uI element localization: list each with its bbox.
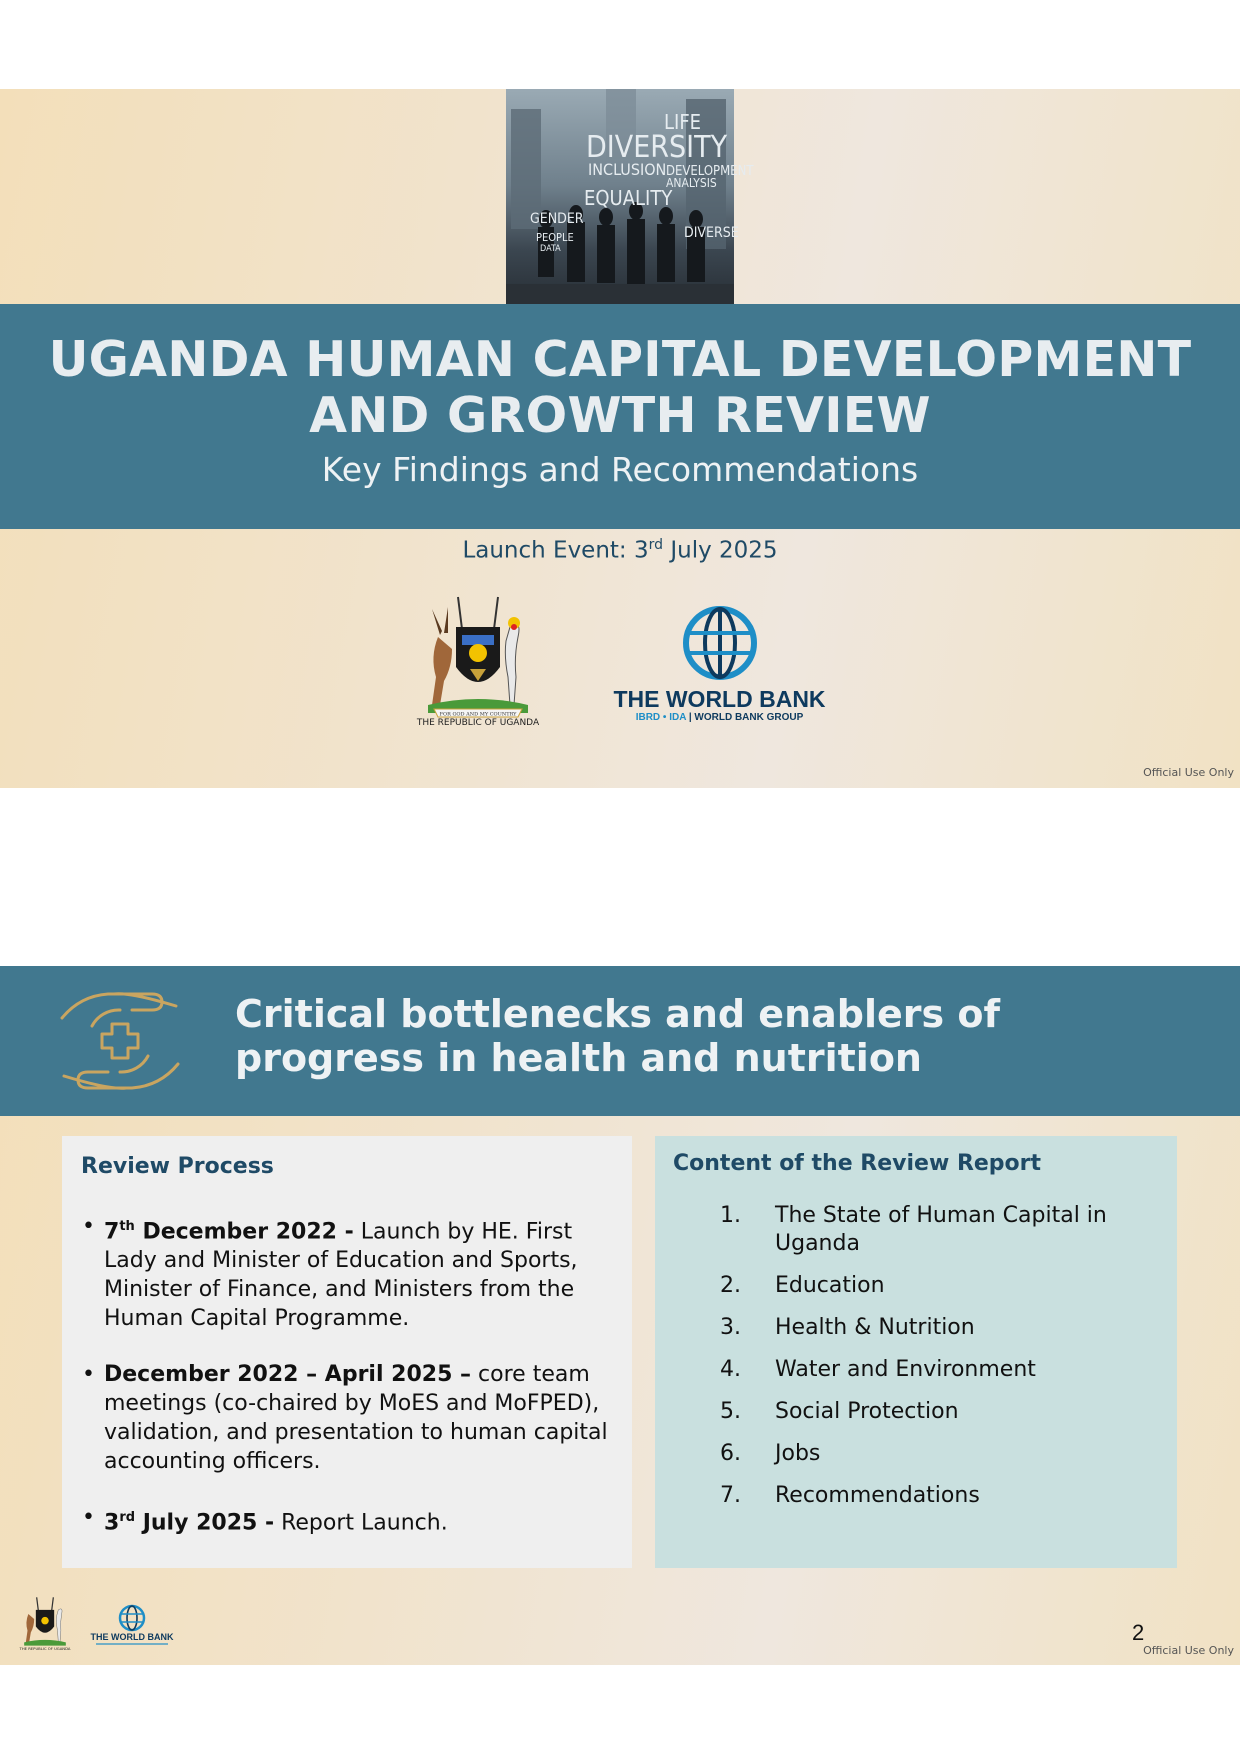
report-content-heading: Content of the Review Report xyxy=(673,1151,1042,1176)
report-title-line1: UGANDA HUMAN CAPITAL DEVELOPMENT xyxy=(48,331,1192,388)
footer-world-bank-wordmark: THE WORLD BANK xyxy=(90,1632,174,1642)
report-content-list xyxy=(720,1202,1150,1524)
list-item: 4. Water and Environment xyxy=(720,1357,1036,1382)
list-item: 1. The State of Human Capital in Uganda xyxy=(720,1203,1107,1256)
coat-caption: THE REPUBLIC OF UGANDA xyxy=(416,718,540,728)
photo-word: ANALYSIS xyxy=(666,176,717,190)
coat-motto: FOR GOD AND MY COUNTRY xyxy=(439,711,517,718)
report-subtitle: Key Findings and Recommendations xyxy=(321,450,919,489)
list-item: • 3rd July 2025 - Report Launch. xyxy=(82,1503,617,1537)
list-item: • 7th December 2022 - Launch by HE. First Lady and Minister of Education and Sports, Minister of Finance, and Ministers from the Human Capital Programme. xyxy=(82,1212,617,1333)
footer-coat-of-arms-logo xyxy=(20,1596,70,1652)
world-bank-wordmark: THE WORLD BANK xyxy=(613,686,826,712)
photo-word: GENDER xyxy=(530,211,584,227)
photo-word: DATA xyxy=(540,244,561,254)
official-use-label: Official Use Only xyxy=(1143,1644,1234,1657)
list-item: 5. Social Protection xyxy=(720,1399,959,1424)
review-process-list xyxy=(82,1212,617,1565)
photo-word: DIVERSITY xyxy=(586,130,728,165)
uganda-coat-of-arms-logo xyxy=(418,597,538,725)
title-slide xyxy=(0,89,1240,788)
report-title-line2: AND GROWTH REVIEW xyxy=(309,387,931,444)
title-band xyxy=(0,304,1240,529)
content-slide xyxy=(0,966,1240,1665)
footer-coat-caption: THE REPUBLIC OF UGANDA xyxy=(19,1646,71,1651)
photo-word: LIFE xyxy=(664,110,702,134)
photo-word: INCLUSION xyxy=(588,160,667,179)
health-care-hands-icon xyxy=(60,988,180,1094)
photo-word: PEOPLE xyxy=(536,231,574,244)
official-use-label: Official Use Only xyxy=(1143,766,1234,779)
photo-word: DIVERSE xyxy=(684,225,739,241)
review-process-panel xyxy=(62,1136,632,1568)
footer-world-bank-logo xyxy=(90,1604,174,1648)
launch-event-date: Launch Event: 3rd July 2025 xyxy=(462,537,778,564)
hero-photo xyxy=(506,89,754,304)
list-item: 2. Education xyxy=(720,1273,885,1298)
list-item: 7. Recommendations xyxy=(720,1483,980,1508)
list-item: 3. Health & Nutrition xyxy=(720,1315,975,1340)
slide-title: Critical bottlenecks and enablers of progress in health and nutrition xyxy=(235,992,1000,1080)
page-number: 2 xyxy=(1132,1620,1145,1645)
list-item: • December 2022 – April 2025 – core team meetings (co-chaired by MoES and MoFPED), validation, and presentation to human capital accounting officers. xyxy=(82,1360,617,1476)
world-bank-globe-icon xyxy=(682,605,758,681)
list-item: 6. Jobs xyxy=(720,1441,821,1466)
world-bank-tagline: IBRD • IDA | WORLD BANK GROUP xyxy=(635,712,804,723)
photo-word: EQUALITY xyxy=(584,186,673,210)
photo-word: DEVELOPMENT xyxy=(666,164,754,179)
review-process-heading: Review Process xyxy=(81,1154,274,1179)
header-band xyxy=(0,966,1240,1116)
report-content-panel xyxy=(655,1136,1177,1568)
